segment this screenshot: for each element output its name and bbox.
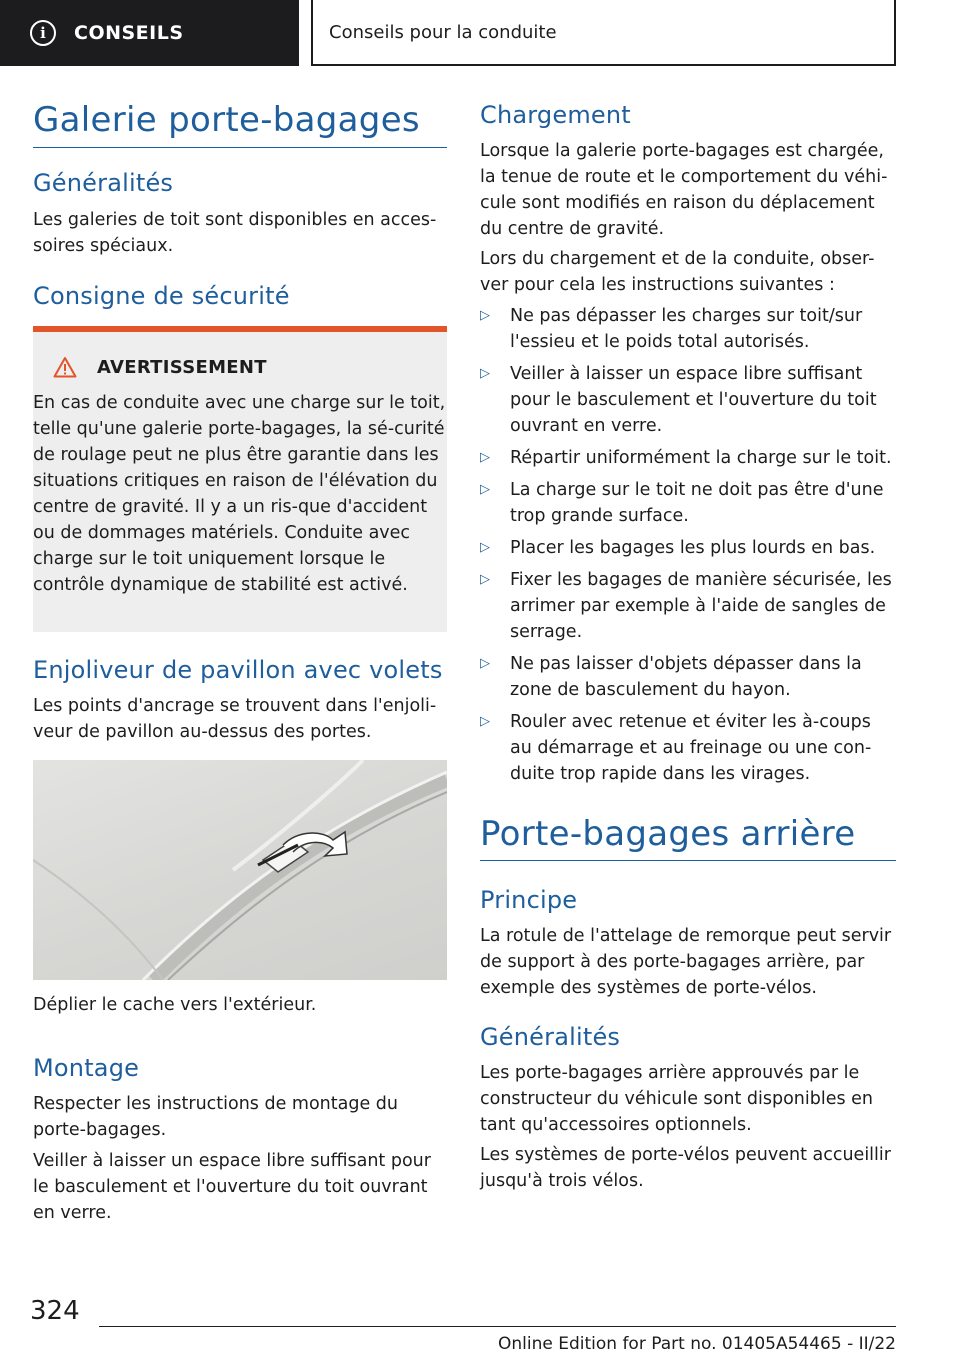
info-icon: i — [30, 20, 56, 46]
warning-text: En cas de conduite avec une charge sur le toit, telle qu'une galerie porte-bagages, la sé-curité de roulage peut ne plus être garantie dans les situations critiques en raison de l'élévation du centre de gravité. Il y a un ris-que d'accident ou de dommages matériels. Conduite avec charge sur le toit uniquement lorsque le contrôle dynamique de stabilité est activé. — [33, 393, 446, 595]
photo-caption: Déplier le cache vers l'extérieur. — [33, 995, 317, 1015]
heading-securite: Consigne de sécurité — [33, 282, 290, 310]
chapter-title-box — [311, 0, 896, 66]
heading-generalites: Généralités — [33, 169, 174, 197]
heading-montage: Montage — [33, 1054, 140, 1082]
list-item: ▷ La charge sur le toit ne doit pas être d'une trop grande surface. — [480, 477, 896, 529]
heading-porte-bagages-arriere: Porte-bagages arrière — [480, 814, 856, 854]
bullet-triangle-icon: ▷ — [480, 656, 490, 671]
heading-chargement: Chargement — [480, 101, 631, 129]
bullet-triangle-icon: ▷ — [480, 714, 490, 729]
bullet-triangle-icon: ▷ — [480, 366, 490, 381]
paragraph-generalites-2a: Les porte-bagages arrière approuvés par le constructeur du véhicule sont disponibles en tant qu'accessoires optionnels. — [480, 1063, 873, 1135]
heading-rule — [480, 860, 896, 861]
page-number: 324 — [30, 1296, 80, 1326]
edition-note: Online Edition for Part no. 01405A54465 - II/22 — [497, 1334, 896, 1354]
heading-principe: Principe — [480, 886, 578, 914]
instructions-list — [480, 303, 896, 793]
paragraph-chargement-2: Lors du chargement et de la conduite, obser-ver pour cela les instructions suivantes : — [480, 249, 875, 295]
heading-galerie: Galerie porte-bagages — [33, 100, 420, 140]
paragraph-montage-2: Veiller à laisser un espace libre suffisant pour le basculement et l'ouverture du toit ouvrant en verre. — [33, 1151, 431, 1223]
warning-triangle-icon — [53, 356, 77, 378]
chapter-title: Conseils pour la conduite — [329, 21, 557, 43]
paragraph-enjoliveur: Les points d'ancrage se trouvent dans l'enjoli-veur de pavillon au-dessus des portes. — [33, 696, 437, 742]
warning-box — [33, 326, 447, 632]
bullet-triangle-icon: ▷ — [480, 572, 490, 587]
paragraph-generalites: Les galeries de toit sont disponibles en acces-soires spéciaux. — [33, 210, 437, 256]
list-item: ▷ Placer les bagages les plus lourds en bas. — [480, 535, 896, 561]
list-item: ▷ Veiller à laisser un espace libre suffisant pour le basculement et l'ouverture du toit ouvrant en verre. — [480, 361, 896, 439]
list-item: ▷ Rouler avec retenue et éviter les à-coups au démarrage et au freinage ou une con-duite trop rapide dans les virages. — [480, 709, 896, 787]
heading-generalites-2: Généralités — [480, 1023, 621, 1051]
heading-rule — [33, 147, 447, 148]
heading-enjoliveur: Enjoliveur de pavillon avec volets — [33, 656, 443, 684]
paragraph-principe: La rotule de l'attelage de remorque peut servir de support à des porte-bagages arrière, par exemple des systèmes de porte-vélos. — [480, 926, 892, 998]
paragraph-generalites-2b: Les systèmes de porte-vélos peuvent accueillir jusqu'à trois vélos. — [480, 1145, 891, 1191]
bullet-triangle-icon: ▷ — [480, 540, 490, 555]
list-item: ▷ Ne pas dépasser les charges sur toit/sur l'essieu et le poids total autorisés. — [480, 303, 896, 355]
bullet-triangle-icon: ▷ — [480, 308, 490, 323]
footer-rule — [99, 1326, 896, 1327]
warning-header — [53, 356, 267, 378]
list-item: ▷ Ne pas laisser d'objets dépasser dans la zone de basculement du hayon. — [480, 651, 896, 703]
bullet-triangle-icon: ▷ — [480, 482, 490, 497]
section-tab — [0, 0, 299, 66]
roof-illustration — [33, 760, 447, 980]
paragraph-chargement-1: Lorsque la galerie porte-bagages est chargée, la tenue de route et le comportement du véhi-cule sont modifiés en raison du déplacement du centre de gravité. — [480, 141, 888, 239]
list-item: ▷ Fixer les bagages de manière sécurisée, les arrimer par exemple à l'aide de sangles de serrage. — [480, 567, 896, 645]
paragraph-montage-1: Respecter les instructions de montage du porte-bagages. — [33, 1094, 398, 1140]
section-label: CONSEILS — [74, 22, 184, 44]
bullet-triangle-icon: ▷ — [480, 450, 490, 465]
roof-trim-photo — [33, 760, 447, 980]
list-item: ▷ Répartir uniformément la charge sur le toit. — [480, 445, 896, 471]
warning-title: AVERTISSEMENT — [97, 356, 267, 378]
